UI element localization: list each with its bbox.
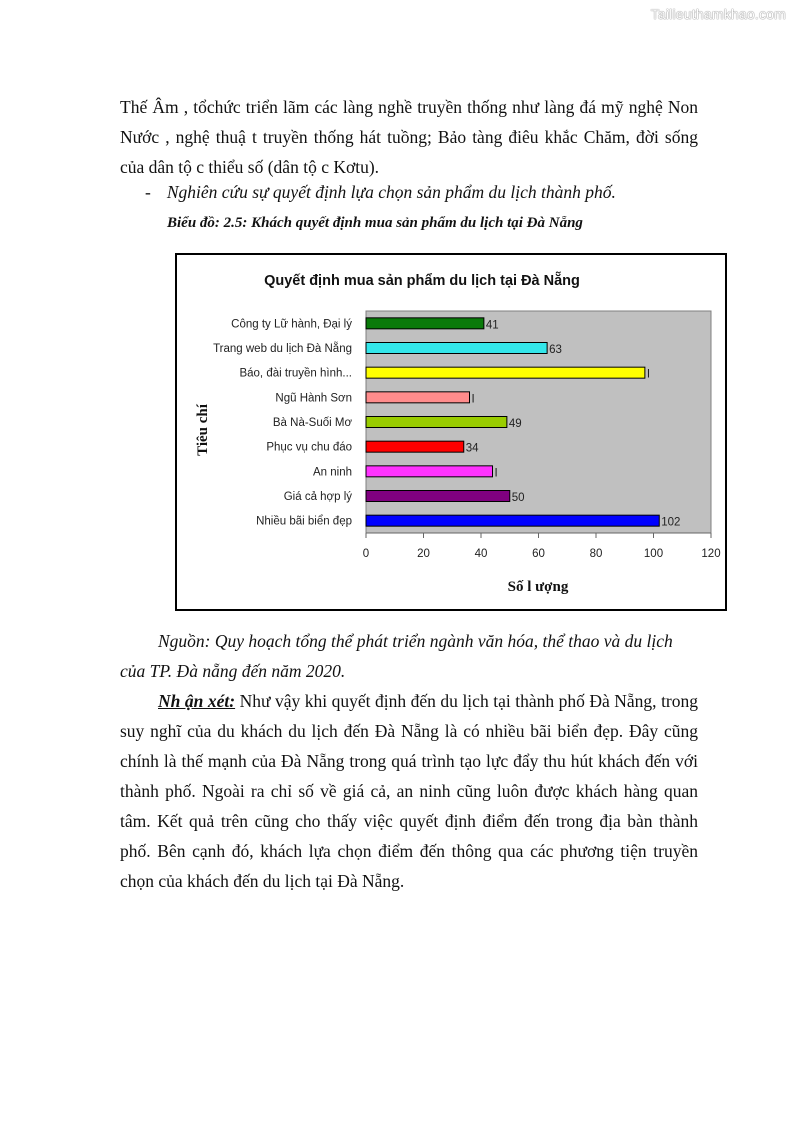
x-tick-label: 40 (474, 548, 488, 560)
category-label: Công ty Lữ hành, Đại lý (231, 318, 352, 331)
bar (366, 318, 484, 329)
category-label: Giá cả hợp lý (283, 491, 352, 503)
data-label: 34 (465, 442, 479, 455)
bar (366, 466, 493, 477)
x-tick-label: 0 (362, 548, 370, 560)
category-label: Nhiều bãi biển đẹp (256, 515, 352, 528)
bar-chart (177, 255, 725, 609)
chart-title: Quyết định mua sản phẩm du lịch tại Đà Nẵng (264, 273, 580, 289)
bar (366, 515, 659, 526)
x-tick-label: 120 (701, 548, 721, 560)
data-label: 50 (511, 492, 525, 504)
category-label: Bà Nà-Suối Mơ (272, 417, 352, 429)
category-label: Báo, đài truyền hình... (239, 367, 352, 380)
bar (366, 367, 645, 378)
data-label: I (471, 393, 475, 406)
bullet-item (145, 182, 616, 203)
x-axis-title: Số l ượng (507, 579, 569, 595)
x-tick-label: 20 (417, 548, 430, 560)
data-label: 63 (549, 344, 562, 356)
intro-paragraph: Thế Âm , tổchức triển lãm các làng nghề truyền thống như làng đá mỹ nghệ Non Nước , nghệ thuậ t truyền thống hát tuồng; Bảo tàng điêu khắc Chăm, đời sống của dân tộ c thiểu số (dân tộ c Kơtu). (120, 97, 698, 177)
remark-label: Nh ận xét: (158, 691, 236, 711)
data-label: 102 (661, 516, 681, 529)
data-label: I (494, 467, 498, 480)
bar (366, 392, 470, 403)
x-tick-label: 80 (589, 548, 603, 560)
category-label: An ninh (312, 466, 352, 479)
category-label: Phục vụ chu đáo (266, 441, 352, 454)
watermark: Tailieuthamkhao.com (650, 6, 786, 22)
chart-caption: Biểu đồ: 2.5: Khách quyết định mua sản phẩm du lịch tại Đà Nẵng (167, 215, 583, 231)
remark-paragraph (120, 686, 698, 896)
bar (366, 491, 510, 502)
x-tick-label: 60 (532, 548, 545, 560)
source-note: Nguồn: Quy hoạch tổng thể phát triển ngành văn hóa, thể thao và du lịch của TP. Đà nẵng đến năm 2020. (120, 631, 673, 681)
bullet-dash: - (145, 182, 151, 202)
remark-text: Như vậy khi quyết định đến du lịch tại thành phố Đà Nẵng, trong suy nghĩ của du khách du lịch đến Đà Nẵng là có nhiều bãi biển đẹp. Đây cũng chính là thế mạnh của Đà Nẵng trong quá trình tạo lực đẩy thu hút khách đến với thành phố. Ngoài ra chỉ số về giá cả, an ninh cũng luôn được khách hàng quan tâm. Kết quả trên cũng cho thấy việc quyết định điểm đến trong địa bàn thành phố. Bên cạnh đó, khách lựa chọn điểm đến thông qua các phương tiện truyền chọn của khách đến du lịch tại Đà Nẵng. (120, 691, 699, 891)
bar (366, 343, 547, 354)
data-label: 49 (508, 418, 522, 430)
bar (366, 441, 464, 452)
chart-frame (175, 253, 727, 611)
bar (366, 417, 507, 428)
data-label: I (646, 368, 651, 381)
y-axis-title: Tiêu chí (195, 404, 211, 456)
category-label: Trang web du lịch Đà Nẵng (213, 343, 352, 355)
x-tick-label: 100 (643, 548, 664, 560)
category-label: Ngũ Hành Sơn (275, 392, 352, 405)
bullet-text: Nghiên cứu sự quyết định lựa chọn sản phẩm du lịch thành phố. (166, 182, 616, 202)
data-label: 41 (485, 319, 499, 332)
